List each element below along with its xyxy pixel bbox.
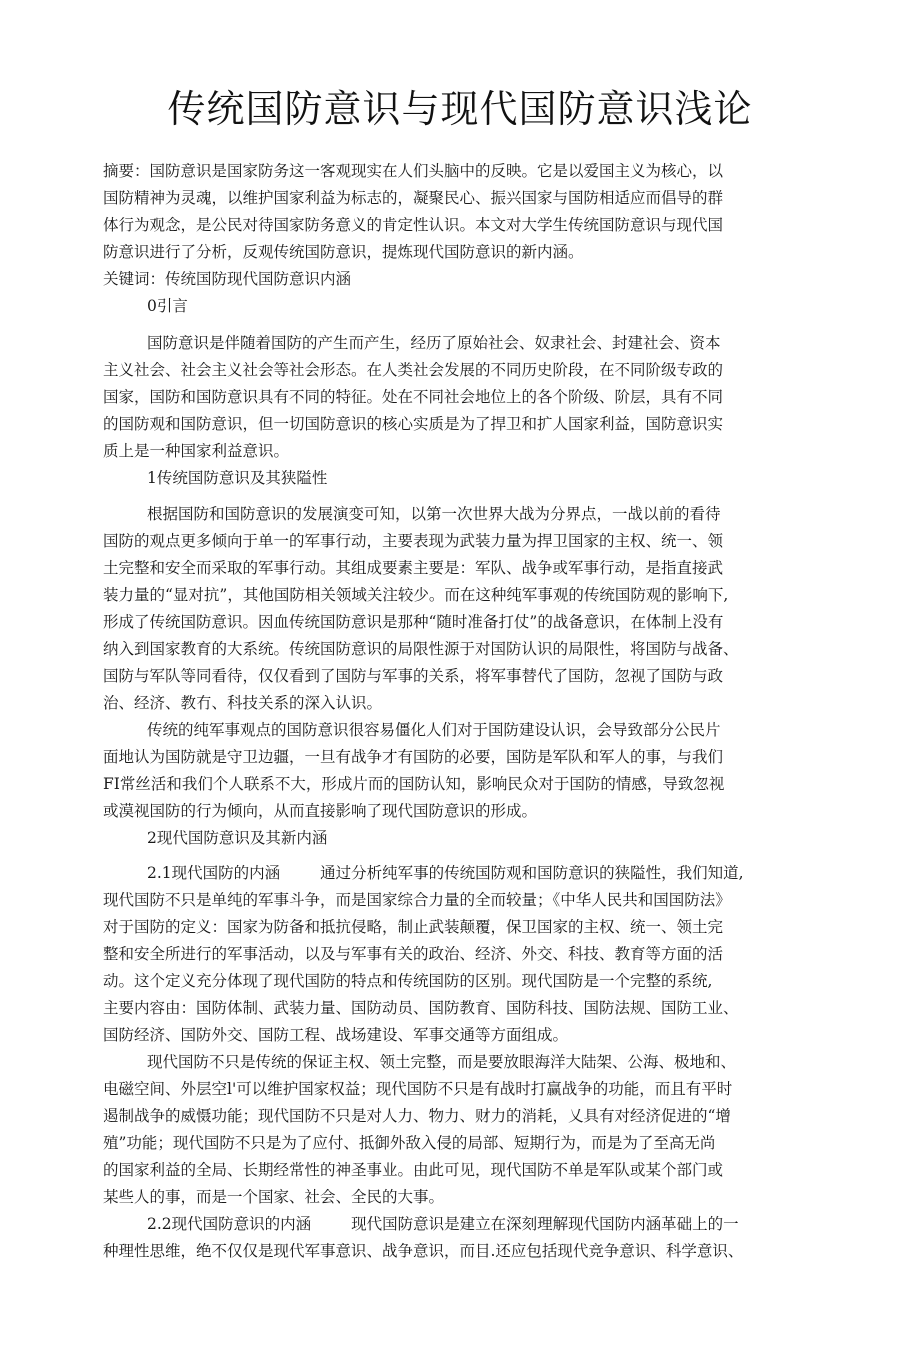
section-heading-2: 2现代国防意识及其新内涵 — [147, 829, 328, 847]
paragraph-line: 国防意识是伴随着国防的产生而产生，经历了原始社会、奴隶社会、封建社会、资本 — [147, 334, 721, 352]
paragraph-line: 的国家利益的全局、长期经常性的神圣事业。由此可见，现代国防不单是军队或某个部门或 — [103, 1161, 724, 1179]
paragraph-line: 动。这个定义充分体现了现代国防的特点和传统国防的区别。现代国防是一个完整的系统, — [103, 972, 713, 990]
paragraph-line: 现代国防不只是单纯的军事斗争，而是国家综合力量的全而较量；《中华人民共和国国防法》 — [103, 891, 731, 909]
paragraph-text: 通过分析纯军事的传统国防观和国防意识的狭隘性，我们知道, — [320, 864, 744, 882]
paragraph-line: 国防的观点更多倾向于单一的军事行动，主要表现为武装力量为捍卫国家的主权、统一、领 — [103, 532, 724, 550]
subsection-heading-2-1: 2.1现代国防的内涵 — [147, 864, 281, 882]
paragraph-line: 或漠视国防的行为倾向，从而直接影响了现代国防意识的形成。 — [103, 802, 538, 820]
abstract-line: 摘要：国防意识是国家防务这一客观现实在人们头脑中的反映。它是以爱国主义为核心，以 — [103, 162, 724, 180]
paragraph-line: 主要内容由：国防体制、武装力量、国防动员、国防教育、国防科技、国防法规、国防工业、 — [103, 999, 739, 1017]
paragraph-line: 质上是一种国家利益意识。 — [103, 442, 290, 460]
paragraph-line: 国家，国防和国防意识具有不同的特征。处在不同社会地位上的各个阶级、阶层，具有不同 — [103, 388, 724, 406]
keywords-line: 关键词：传统国防现代国防意识内涵 — [103, 270, 352, 288]
section-heading-0: 0引言 — [147, 297, 188, 315]
paragraph-line: 整和安全所进行的军事活动，以及与军事有关的政治、经济、外交、科技、教育等方面的活 — [103, 945, 724, 963]
paragraph-line: 种理性思维，绝不仅仅是现代军事意识、战争意识，而目.还应包括现代竞争意识、科学意识、 — [103, 1242, 744, 1260]
paragraph-line: 遏制战争的威慑功能；现代国防不只是对人力、物力、财力的消耗，乂具有对经济促进的“增 — [103, 1107, 731, 1125]
paragraph-text: 现代国防意识是建立在深刻理解现代国防内涵革础上的一 — [351, 1215, 739, 1233]
paragraph-line: 纳入到国家教育的大系统。传统国防意识的局限性源于对国防认识的局限性，将国防与战备、 — [103, 640, 739, 658]
paragraph-line: 殖”功能；现代国防不只是为了应付、抵御外敌入侵的局部、短期行为，而是为了至高无尚 — [103, 1134, 716, 1152]
paragraph-line: 主义社会、社会主义社会等社会形态。在人类社会发展的不同历史阶段，在不同阶级专政的 — [103, 361, 724, 379]
paragraph-line: 面地认为国防就是守卫边疆，一旦有战争才有国防的必要，国防是军队和军人的事，与我们 — [103, 748, 724, 766]
paragraph-line: 的国防观和国防意识，但一切国防意识的核心实质是为了捍卫和扩人国家利益，国防意识实 — [103, 415, 724, 433]
section-heading-1: 1传统国防意识及其狭隘性 — [147, 469, 328, 487]
paragraph-line: 土完整和安全而采取的军事行动。其组成要素主要是：军队、战争或军事行动，是指直接武 — [103, 559, 724, 577]
paragraph-line: 形成了传统国防意识。因血传统国防意识是那种“随时准备打仗”的战备意识，在体制上没有 — [103, 613, 724, 631]
subsection-line — [147, 863, 744, 883]
paragraph-line: 根据国防和国防意识的发展演变可知，以第一次世界大战为分界点，一战以前的看待 — [147, 505, 721, 523]
paragraph-line: 传统的纯军事观点的国防意识很容易僵化人们对于国防建设认识，会导致部分公民片 — [147, 721, 721, 739]
subsection-heading-2-2: 2.2现代国防意识的内涵 — [147, 1215, 312, 1233]
paragraph-line: 电磁空间、外层空l'可以维护国家权益；现代国防不只是有战时打赢战争的功能，而且有平时 — [103, 1080, 733, 1098]
paragraph-line: 治、经济、教冇、科技关系的深入认识。 — [103, 694, 383, 712]
document-title: 传统国防意识与现代国防意识浅论 — [167, 87, 753, 131]
abstract-line: 防意识进行了分析，反观传统国防意识，提炼现代国防意识的新内涵。 — [103, 243, 584, 261]
abstract-line: 体行为观念，是公民对待国家防务意义的肯定性认识。本文对大学生传统国防意识与现代国 — [103, 216, 724, 234]
paragraph-line: 国防与军队等同看待，仅仅看到了国防与军事的关系，将军事替代了国防，忽视了国防与政 — [103, 667, 724, 685]
paragraph-line: 现代国防不只是传统的保证主权、领土完整，而是要放眼海洋大陆架、公海、极地和、 — [147, 1053, 737, 1071]
abstract-line: 国防精神为灵魂，以维护国家利益为标志的，凝聚民心、振兴国家与国防相适应而倡导的群 — [103, 189, 724, 207]
paragraph-line: 对于国防的定义：国家为防备和抵抗侵略，制止武装颠覆，保卫国家的主权、统一、领土完 — [103, 918, 724, 936]
paragraph-line: 国防经济、国防外交、国防工程、战场建设、军事交通等方面组成。 — [103, 1026, 569, 1044]
paragraph-line: FI常丝活和我们个人联系不大，形成片而的国防认知，影响民众对于国防的情感，导致忽视 — [103, 775, 725, 793]
paragraph-line: 装力量的“显对抗”，其他国防相关领域关注较少。而在这种纯军事观的传统国防观的影响下, — [103, 586, 729, 604]
subsection-line — [147, 1214, 739, 1234]
paragraph-line: 某些人的事，而是一个国家、社会、全民的大事。 — [103, 1188, 445, 1206]
